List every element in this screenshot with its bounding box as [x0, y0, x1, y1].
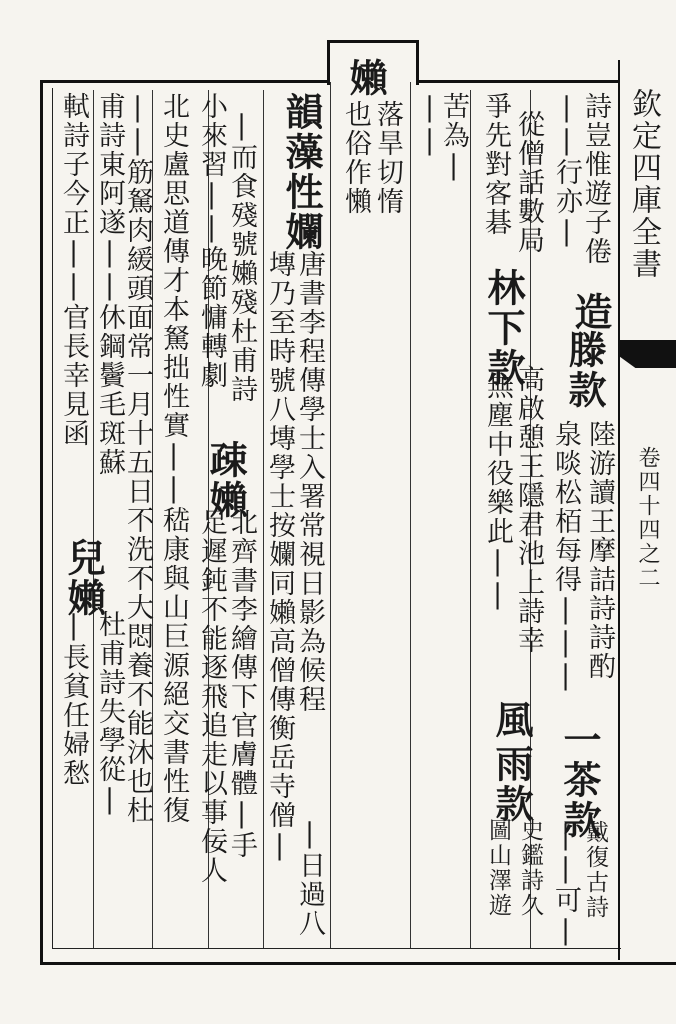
text-column: |而食殘號嬾殘杜甫詩	[226, 110, 257, 404]
text-column: 杜甫詩失學從|	[94, 610, 125, 817]
headword: 疎	[203, 440, 248, 480]
text-column: 史鑑詩久	[517, 818, 543, 918]
text-column: 戴復古詩	[582, 820, 608, 920]
column-rule	[470, 90, 471, 948]
text-column: 軾詩子今正||官長幸見函	[58, 92, 89, 448]
text-column: 塼乃至時號八塼學士按孄同嬾高僧傳衡岳寺僧|	[264, 250, 295, 863]
headword: 孄	[279, 212, 324, 252]
frame-top-rule-right	[410, 80, 620, 83]
headword: 嬾	[61, 578, 106, 618]
text-column: 苦為|	[438, 92, 469, 183]
text-column: ||	[414, 92, 445, 158]
headword: 嬾	[203, 480, 248, 520]
column-rule	[330, 82, 331, 948]
text-column: 北史盧思道傳才本駑拙性實||嵇康與山巨源絕交書性復	[158, 92, 189, 825]
text-column: 詩豈惟遊子倦	[580, 92, 611, 266]
entry-headword: 嬾	[343, 58, 388, 98]
text-column: 無塵中役樂此||	[482, 372, 513, 612]
text-column: |日過八	[294, 818, 325, 938]
headword: 兒	[61, 538, 106, 578]
headword: 林	[481, 268, 526, 308]
source-heading: 韻藻	[279, 92, 324, 172]
headword: 雨款	[489, 744, 534, 824]
text-column: 足遲鈍不能逐飛追走以事佞人	[196, 508, 227, 885]
column-rule	[410, 82, 411, 948]
frame-top-rule-left	[40, 80, 330, 83]
entry-definition: 也俗作懶	[340, 100, 371, 216]
headword: 性	[279, 172, 324, 212]
text-column: ||可|	[550, 820, 581, 948]
headword: 一茶款	[557, 720, 602, 840]
text-column: 高啟憩王隱君池上詩幸	[513, 365, 544, 655]
header-volume: 卷四十四之二	[635, 446, 660, 590]
headword: 風	[489, 700, 534, 740]
text-column: ||行亦|	[551, 92, 582, 249]
text-column: 泉啖松栢每得|||	[550, 420, 581, 693]
text-column: 陸游讀王摩詰詩詩酌	[584, 420, 615, 681]
headword: 造	[568, 292, 613, 332]
header-title: 欽定四庫全書	[626, 88, 661, 280]
text-column: 甫詩東阿遂||休鋼鬢毛斑蘇	[94, 92, 125, 477]
text-column: 爭先對客碁	[480, 92, 511, 237]
text-column: 北齊書李繪傳下官膚體|手	[226, 508, 257, 860]
text-column: |長貧任婦愁	[58, 610, 89, 788]
headword: 下款	[481, 308, 526, 388]
headword: 滕款	[562, 330, 607, 410]
text-column: 圖山澤遊	[485, 818, 511, 918]
entry-pronunciation: 落旱切惰	[372, 100, 403, 216]
text-column: 從僧話數局	[513, 110, 544, 255]
text-column: 小來習||晚節慵轉劇	[196, 92, 227, 390]
text-column: 唐書李程傳學士入署常視日影為候程	[294, 250, 325, 714]
text-column: ||筋駑肉緩頭面常一月十五日不洗不大悶養不能沐也杜	[122, 92, 153, 825]
